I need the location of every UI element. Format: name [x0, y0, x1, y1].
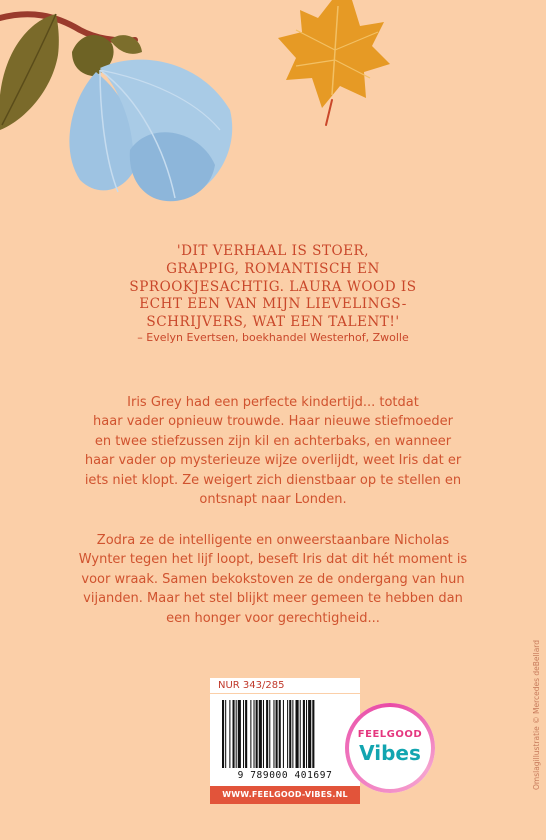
blurb-paragraph-1	[0, 393, 546, 509]
barcode-bar	[238, 700, 241, 768]
barcode-bar	[225, 700, 226, 768]
blurb-line: Wynter tegen het lijf loopt, beseft Iris dat dit hét moment is	[78, 552, 468, 568]
barcode-bar	[243, 700, 244, 768]
blurb-line: Iris Grey had een perfecte kindertijd... totdat	[127, 395, 419, 410]
blurb-line: haar vader op mysterieuze wijze overlijdt, weet Iris dat er	[84, 453, 462, 469]
barcode-bar	[303, 700, 305, 768]
barcode-bar	[256, 700, 258, 768]
barcode-bar	[250, 700, 251, 768]
blurb-paragraph-2	[0, 531, 546, 628]
nur-code: NUR 343/285	[210, 678, 360, 693]
barcode-bar	[308, 700, 311, 768]
cover-illustration	[0, 0, 546, 215]
barcode-bar	[306, 700, 307, 768]
barcode-bar	[273, 700, 274, 768]
review-quote	[0, 243, 546, 332]
barcode-bar	[245, 700, 247, 768]
quote-line: SCHRIJVERS, WAT EEN TALENT!'	[146, 314, 400, 331]
maple-leaf	[278, 0, 390, 108]
barcode-bar	[222, 700, 224, 768]
quote-line: SPROOKJESACHTIG. LAURA WOOD IS	[129, 278, 417, 295]
barcode-bar	[312, 700, 314, 768]
quote-line: ECHT EEN VAN MIJN LIEVELINGS-	[139, 296, 407, 313]
quote-line: 'DIT VERHAAL IS STOER,	[176, 243, 370, 259]
barcode-bar	[254, 700, 255, 768]
blurb-line: een honger voor gerechtigheid...	[166, 610, 380, 626]
barcode-bar	[236, 700, 237, 768]
blurb-line: ontsnapt naar Londen.	[199, 492, 347, 508]
barcode-bar	[283, 700, 284, 768]
feelgood-vibes-logo	[345, 703, 435, 793]
barcode-bar	[229, 700, 230, 768]
barcode-bar	[269, 700, 270, 768]
website-url: WWW.FEELGOOD-VIBES.NL	[210, 786, 360, 804]
barcode-bar	[233, 700, 235, 768]
blurb-line: en twee stiefzussen zijn kil en achterbaks, en wanneer	[94, 433, 452, 449]
barcode-bars	[220, 700, 350, 768]
logo-text-bottom: Vibes	[359, 741, 421, 765]
barcode-bar	[296, 700, 299, 768]
barcode-bar	[259, 700, 262, 768]
barcode-bar	[279, 700, 281, 768]
branch	[0, 14, 135, 40]
barcode-bar	[292, 700, 293, 768]
logo-text-top: FEELGOOD	[357, 729, 423, 740]
barcode-bar	[300, 700, 301, 768]
barcode-bar	[289, 700, 291, 768]
blurb-line: voor wraak. Samen bekokstoven ze de ondergang van hun	[81, 571, 465, 587]
isbn-number: 9 789000 401697	[237, 770, 333, 781]
isbn-barcode	[210, 694, 360, 786]
blurb-line: vijanden. Maar het stel blijkt meer gemeen te hebben dan	[83, 591, 463, 607]
barcode-bar	[263, 700, 264, 768]
illustration-credit: Omslagillustratie © Mercedes deBellard	[532, 639, 541, 790]
barcode-bar	[266, 700, 268, 768]
blurb-line: Zodra ze de intelligente en onweerstaanbare Nicholas	[96, 533, 450, 548]
blurb-line: iets niet klopt. Ze weigert zich dienstbaar op te stellen en	[84, 472, 462, 488]
quote-line: GRAPPIG, ROMANTISCH EN	[166, 260, 380, 277]
blurb-line: haar vader opnieuw trouwde. Haar nieuwe stiefmoeder	[93, 414, 453, 430]
quote-attribution: – Evelyn Evertsen, boekhandel Westerhof, Zwolle	[137, 331, 409, 344]
barcode-bar	[287, 700, 288, 768]
barcode-bar	[276, 700, 278, 768]
